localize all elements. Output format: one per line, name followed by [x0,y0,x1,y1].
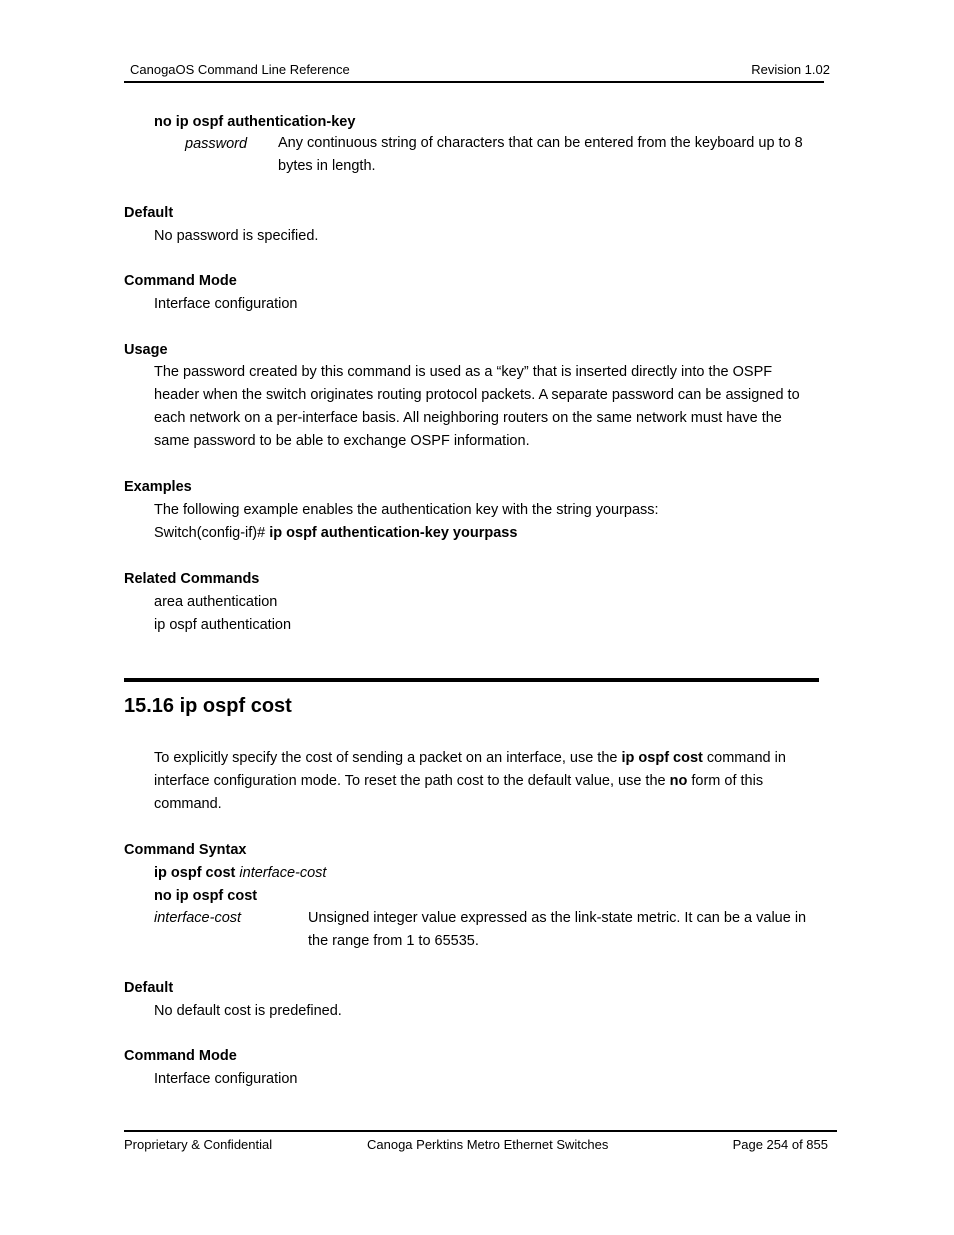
example-prompt: Switch(config-if)# [154,525,270,541]
syntax-argument: interface-cost [239,865,327,881]
example-command: ip ospf authentication-key yourpass [269,525,518,541]
command-mode-heading: Command Mode [124,273,237,289]
default-heading: Default [124,980,174,996]
intro-line-1 [154,747,786,770]
usage-line: The password created by this command is used as a “key” that is inserted directly into the OSPF [154,364,773,380]
intro-text: form of this [687,773,764,789]
examples-heading: Examples [124,479,192,495]
usage-line: header when the switch originates routing protocol packets. A separate password can be assigned to [154,387,800,403]
header-rule [124,81,824,83]
example-command-line [154,525,517,541]
intro-line-3: command. [154,796,222,812]
intro-line-2 [154,770,763,793]
footer-product: Canoga Perktins Metro Ethernet Switches [367,1137,609,1152]
section-title: 15.16 ip ospf cost [124,695,292,717]
footer-page-number: Page 254 of 855 [732,1137,828,1152]
examples-text: The following example enables the authentication key with the string yourpass: [154,502,659,518]
syntax-command: ip ospf cost [154,865,240,881]
related-command-item: ip ospf authentication [154,617,292,633]
command-mode-text: Interface configuration [154,296,298,312]
intro-no-keyword: no [669,773,688,789]
command-mode-heading: Command Mode [124,1048,237,1064]
intro-text: command in [702,750,786,766]
header-title: CanogaOS Command Line Reference [130,62,350,77]
syntax-line-1 [154,865,326,881]
syntax-no-form: no ip ospf authentication-key [154,114,356,130]
command-mode-text: Interface configuration [154,1071,298,1087]
param-desc-line-2: the range from 1 to 65535. [308,933,479,949]
default-heading: Default [124,205,174,221]
intro-command: ip ospf cost [621,750,703,766]
usage-line: each network on a per-interface basis. All neighboring routers on the same network must have the [154,410,782,426]
default-text: No password is specified. [154,228,319,244]
usage-line: same password to be able to exchange OSPF information. [154,433,530,449]
related-commands-heading: Related Commands [124,571,260,587]
syntax-line-2: no ip ospf cost [154,888,258,904]
default-text: No default cost is predefined. [154,1003,342,1019]
param-desc-line-2: bytes in length. [278,158,376,174]
command-syntax-heading: Command Syntax [124,842,247,858]
section-rule [124,678,819,682]
footer-confidential: Proprietary & Confidential [124,1137,273,1152]
intro-text: To explicitly specify the cost of sending a packet on an interface, use the [154,750,622,766]
related-command-item: area authentication [154,594,278,610]
usage-heading: Usage [124,342,168,358]
param-desc-line-1: Any continuous string of characters that can be entered from the keyboard up to 8 [278,135,803,151]
param-name-password: password [185,136,248,152]
param-desc-line-1: Unsigned integer value expressed as the link-state metric. It can be a value in [308,910,807,926]
intro-text: interface configuration mode. To reset the path cost to the default value, use the [154,773,670,789]
header-revision: Revision 1.02 [751,62,830,77]
param-name-interface-cost: interface-cost [154,910,242,926]
footer-rule [124,1130,837,1132]
